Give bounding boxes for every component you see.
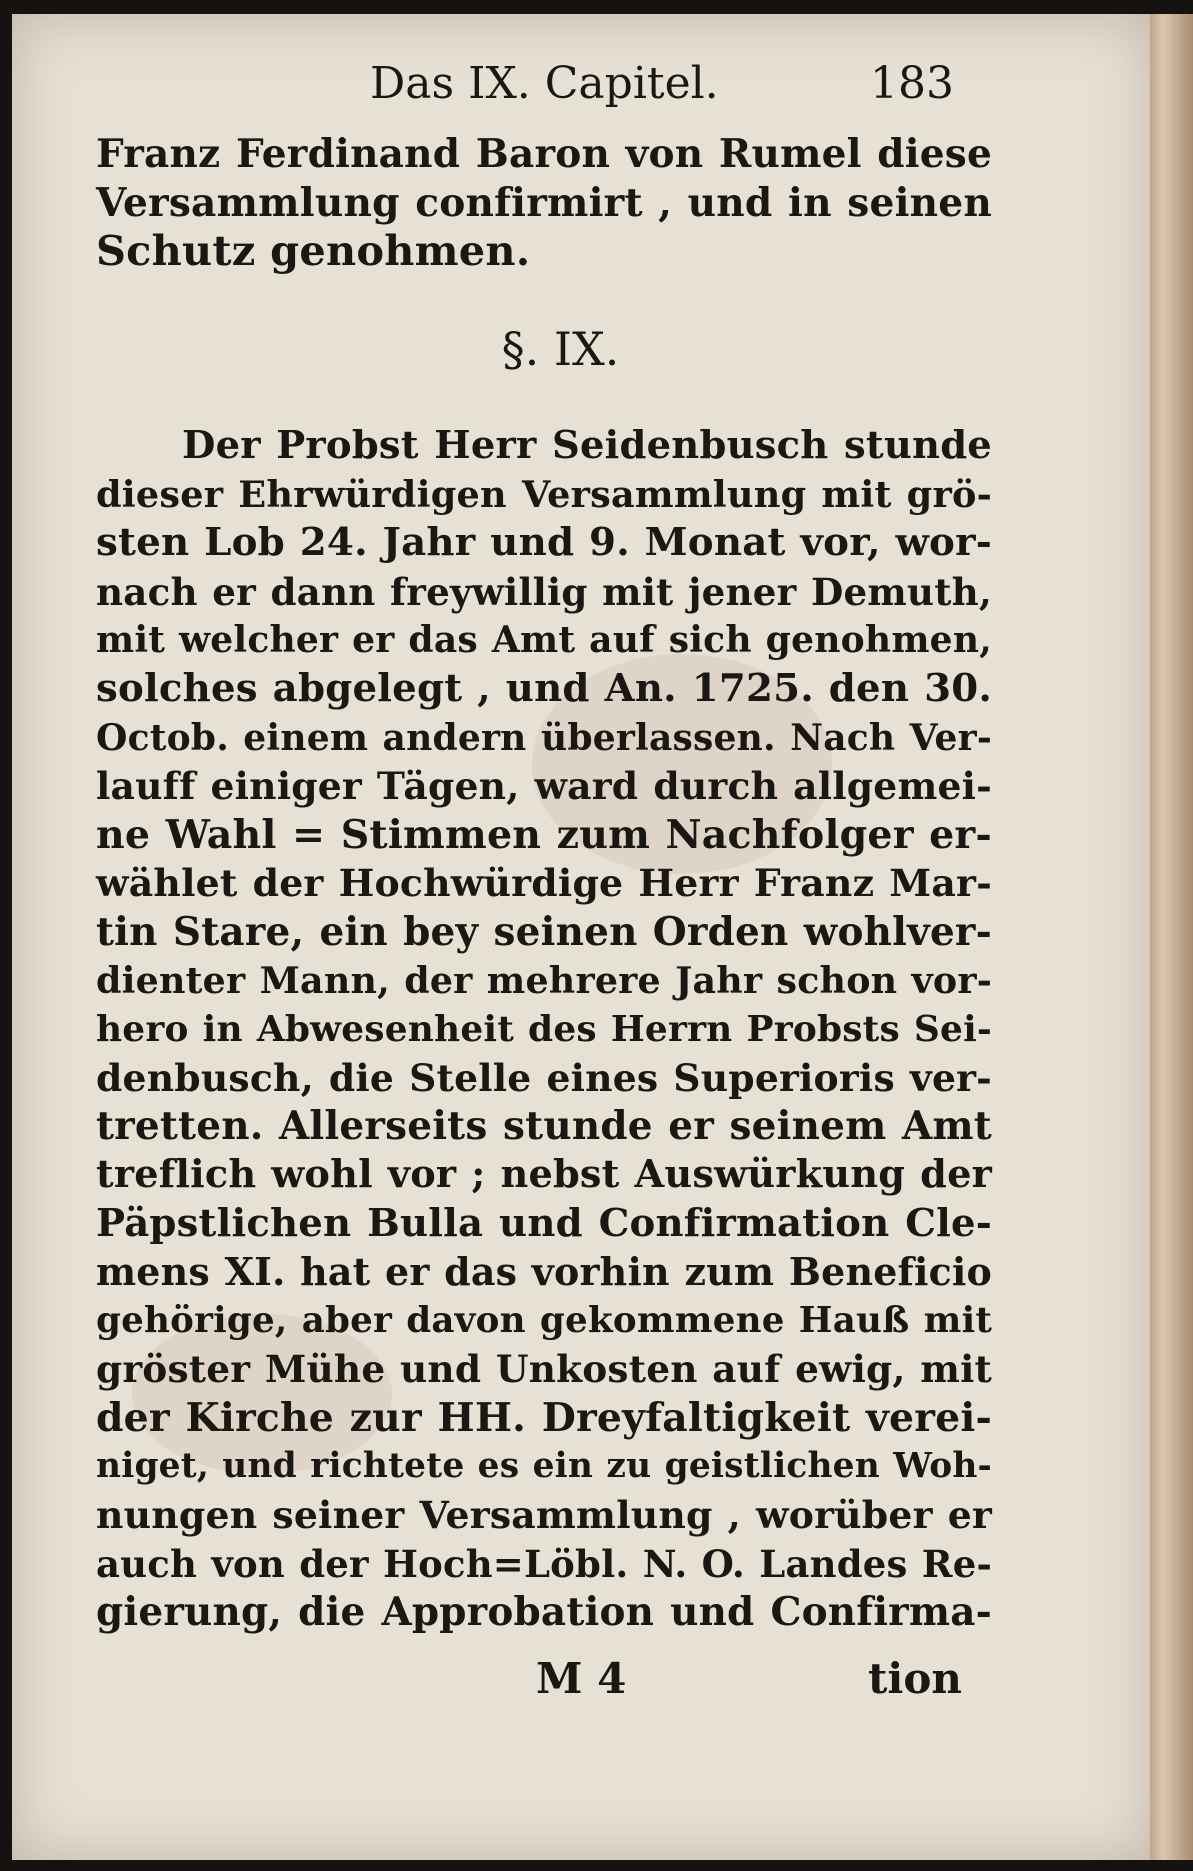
section-heading-text: §. IX. xyxy=(501,322,620,376)
page-number: 183 xyxy=(870,58,954,109)
text-line: hero in Abwesenheit des Herrn Probsts Sei- xyxy=(96,1008,992,1051)
text-line: auch von der Hoch=Löbl. N. O. Landes Re- xyxy=(96,1541,992,1586)
catchword: tion xyxy=(868,1654,962,1703)
text-line: Der Probst Herr Seidenbusch stunde xyxy=(182,423,992,468)
paragraph xyxy=(96,422,992,1637)
text-line: nungen seiner Versammlung , worüber er xyxy=(96,1493,992,1538)
text-line: treflich wohl vor ; nebst Auswürkung der xyxy=(96,1151,992,1197)
text-line: gierung, die Approbation und Confirma- xyxy=(96,1589,992,1636)
opening-text xyxy=(96,130,992,276)
text-line: dieser Ehrwürdigen Versammlung mit grö- xyxy=(96,472,992,516)
signature-mark: M 4 xyxy=(536,1654,627,1703)
text-line: solches abgelegt , und An. 1725. den 30. xyxy=(96,665,992,711)
text-line: der Kirche zur HH. Dreyfaltigkeit verei- xyxy=(96,1394,992,1441)
text-line: sten Lob 24. Jahr und 9. Monat vor, wor- xyxy=(96,520,992,566)
text-line: gröster Mühe und Unkosten auf ewig, mit xyxy=(96,1347,992,1392)
text-line: mit welcher er das Amt auf sich genohmen, xyxy=(96,618,992,662)
text-line: Schutz genohmen. xyxy=(96,226,531,276)
text-line: mens XI. hat er das vorhin zum Beneficio xyxy=(96,1249,992,1295)
section-heading xyxy=(0,322,1193,376)
text-line: tretten. Allerseits stunde er seinem Amt xyxy=(96,1103,992,1150)
running-title: Das IX. Capitel. xyxy=(370,58,719,109)
text-line: tin Stare, ein bey seinen Orden wohlver- xyxy=(96,908,992,955)
text-line: Franz Ferdinand Baron von Rumel diese xyxy=(96,131,992,177)
text-line: gehörige, aber davon gekommene Hauß mit xyxy=(96,1299,992,1341)
page-header xyxy=(0,58,1193,118)
text-line: wählet der Hochwürdige Herr Franz Mar- xyxy=(96,861,992,906)
text-line: Octob. einem andern überlassen. Nach Ver- xyxy=(96,716,992,759)
text-line: nach er dann freywillig mit jener Demuth, xyxy=(96,569,992,614)
text-line: Päpstlichen Bulla und Confirmation Cle- xyxy=(96,1200,992,1246)
catchline xyxy=(0,1654,1193,1710)
text-line: lauff einiger Tägen, ward durch allgemei- xyxy=(96,764,992,809)
text-line: denbusch, die Stelle eines Superioris ver- xyxy=(96,1055,992,1100)
text-line: ne Wahl = Stimmen zum Nachfolger er- xyxy=(96,811,992,858)
text-line: Versammlung confirmirt , und in seinen xyxy=(96,179,992,226)
page-edge xyxy=(1150,14,1193,1860)
text-line: niget, und richtete es ein zu geistlichen Woh- xyxy=(96,1446,992,1487)
text-line: dienter Mann, der mehrere Jahr schon vor- xyxy=(96,958,992,1002)
